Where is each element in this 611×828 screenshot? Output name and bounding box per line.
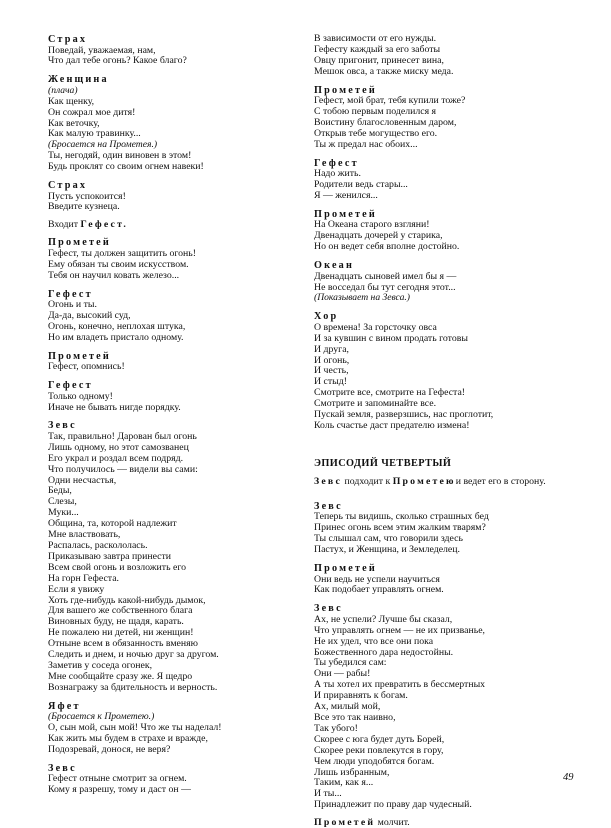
- verse-line: Таким, как я...: [314, 777, 374, 789]
- speaker-hephaestus: Гефест: [48, 288, 93, 300]
- verse-line: Лишь избранным,: [314, 766, 390, 778]
- speaker-chorus: Хор: [314, 311, 339, 323]
- zeus-speech: [314, 615, 584, 811]
- verse-line: Ты, негодяй, один виновен в этом!: [48, 150, 192, 162]
- character-name: Гефест.: [80, 219, 128, 231]
- verse-line: И друга,: [314, 343, 349, 355]
- verse-line: Они ведь не успели научиться: [314, 573, 440, 585]
- verse-line: Скорее с юга будет дуть Борей,: [314, 733, 445, 745]
- verse-line: Что управлять огнем — не их призванье,: [314, 624, 485, 636]
- verse-line: Распалась, раскололась.: [48, 540, 148, 551]
- stage-direction-text: Входит: [48, 219, 79, 231]
- page-number: 49: [563, 772, 574, 783]
- verse-line: Открыв тебе могущество его.: [314, 127, 438, 139]
- verse-line: Но им владеть пристало одному.: [48, 331, 184, 343]
- verse-line: Не восседал бы тут сегодня этот...: [314, 281, 456, 293]
- verse-line: Двенадцать дочерей у старика,: [314, 230, 443, 242]
- verse-line: Ему обязан ты своим искусством.: [48, 258, 189, 270]
- verse-line: О времена! За горсточку овса: [314, 321, 437, 333]
- verse-line: Одни несчастья,: [48, 474, 117, 486]
- verse-line: И стыд!: [314, 376, 347, 388]
- speaker-zeus: Зевс: [314, 500, 343, 512]
- stage-direction: [314, 817, 584, 828]
- verse-line: Надо жить.: [314, 168, 361, 180]
- verse-line: Воистину благословенным даром,: [314, 116, 457, 128]
- left-column: [48, 34, 306, 796]
- verse-line: Двенадцать сыновей имел бы я —: [314, 270, 457, 282]
- speaker-prometheus: Прометей: [48, 350, 111, 362]
- verse-line: Он сожрал мое дитя!: [48, 106, 136, 118]
- verse-line: Принадлежит по праву дар чудесный.: [314, 799, 472, 811]
- stage-direction: (плача): [48, 84, 78, 96]
- verse-line: Отныне всем в обязанность вменяю: [48, 638, 198, 650]
- verse-line: Ты ж предал нас обоих...: [314, 138, 418, 150]
- verse-line: Кому я разрешу, тому и даст он —: [48, 784, 191, 796]
- verse-line: Так, правильно! Дарован был огонь: [48, 430, 197, 442]
- verse-line: Теперь ты видишь, сколько страшных бед: [314, 511, 489, 523]
- verse-line: Ах, не успели? Лучше бы сказал,: [314, 613, 453, 625]
- verse-line: Мне сообщайте сразу же. Я щедро: [48, 670, 193, 682]
- verse-line: Что дал тебе огонь? Какое благо?: [48, 55, 187, 67]
- verse-line: Пусть успокоится!: [48, 190, 126, 202]
- episode-heading: ЭПИСОДИЙ ЧЕТВЕРТЫЙ: [314, 457, 452, 469]
- verse-line: Смотрите все, смотрите на Гефеста!: [314, 387, 466, 399]
- verse-line: Ты слышал сам, что говорили здесь: [314, 533, 463, 545]
- verse-line: Введите кузнеца.: [48, 201, 120, 213]
- verse-line: Хоть где-нибудь какой-нибудь дымок,: [48, 594, 206, 606]
- verse-line: Мешок овса, а также миску меда.: [314, 65, 454, 77]
- verse-line: Лишь одному, но этот самозванец: [48, 441, 189, 453]
- speaker-hephaestus: Гефест: [314, 157, 359, 169]
- speaker-hephaestus: Гефест: [48, 380, 93, 392]
- verse-line: Приказываю завтра принести: [48, 550, 172, 562]
- verse-line: Гефест, опомнись!: [48, 361, 125, 373]
- stage-direction: [48, 219, 306, 230]
- speaker-fear: Страх: [48, 34, 88, 45]
- verse-line: Да-да, высокий суд,: [48, 310, 131, 321]
- stage-direction: [314, 476, 584, 487]
- verse-line: Родители ведь стары...: [314, 179, 408, 191]
- speaker-zeus: Зевс: [314, 603, 343, 615]
- verse-line: Виновных буду, не щадя, карать.: [48, 616, 184, 628]
- verse-line: На горн Гефеста.: [48, 572, 120, 584]
- verse-line: Поведай, уважаемая, нам,: [48, 44, 156, 56]
- speaker-japheth: Яфет: [48, 700, 81, 712]
- verse-line: Всем свой огонь и возложить его: [48, 561, 187, 573]
- verse-line: Следить и днем, и ночью друг за другом.: [48, 649, 219, 661]
- chorus-speech: [314, 323, 584, 432]
- speaker-prometheus: Прометей: [314, 563, 377, 574]
- verse-line: Огонь, конечно, неплохая штука,: [48, 320, 186, 332]
- verse-line: И огонь,: [314, 354, 350, 366]
- verse-line: Беды,: [48, 485, 72, 497]
- verse-line: Если я увижу: [48, 583, 105, 595]
- verse-line: Ах, милый мой,: [314, 701, 381, 713]
- zeus-speech: [48, 432, 306, 694]
- verse-line: Как малую травинку...: [48, 128, 141, 140]
- speaker-fear: Страх: [48, 180, 88, 192]
- verse-line: И честь,: [314, 365, 349, 377]
- verse-line: Его украл и роздал всем подряд.: [48, 452, 184, 464]
- verse-line: Скорее реки повлекутся в гору,: [314, 744, 444, 756]
- verse-line: Мне властвовать,: [48, 529, 121, 541]
- stage-direction: (Бросается к Прометею.): [48, 711, 155, 723]
- verse-line: И приравнять к богам.: [314, 690, 408, 702]
- verse-line: Слезы,: [48, 496, 77, 508]
- verse-line: Смотрите и запоминайте все.: [314, 398, 437, 410]
- verse-line: Гефест, мой брат, тебя купили тоже?: [314, 95, 466, 107]
- verse-line: Как жить мы будем в страхе и вражде,: [48, 733, 208, 744]
- verse-line: Гефест отныне смотрит за огнем.: [48, 773, 187, 785]
- verse-line: Пастух, и Женщина, и Земледелец.: [314, 544, 460, 556]
- verse-line: Принес огонь всем этим жалким тварям?: [314, 522, 486, 534]
- verse-line: Только одному!: [48, 390, 113, 402]
- verse-line: Тебя он научил ковать железо...: [48, 269, 180, 281]
- character-name: Прометей: [314, 817, 376, 828]
- stage-direction-text: подходит к: [344, 475, 391, 487]
- verse-line: Муки...: [48, 507, 79, 519]
- verse-line: И за кувшин с вином продать готовы: [314, 332, 468, 344]
- speaker-prometheus: Прометей: [314, 208, 377, 220]
- verse-line: Иначе не бывать нигде порядку.: [48, 401, 181, 413]
- verse-line: Пускай земля, разверзшись, нас проглотит,: [314, 409, 494, 421]
- verse-line: Вознагражу за бдительность и верность.: [48, 681, 218, 693]
- verse-line: Гефесту каждый за его заботы: [314, 43, 441, 55]
- verse-line: На Океана старого взгляни!: [314, 219, 430, 231]
- character-name: Прометею: [392, 475, 456, 487]
- verse-line: Для вашего же собственного блага: [48, 605, 193, 617]
- verse-line: Коль счастье даст предателю измена!: [314, 419, 470, 431]
- character-name: Зевс: [314, 475, 343, 487]
- verse-line: В зависимости от его нужды.: [314, 33, 437, 44]
- verse-line: Община, та, которой надлежит: [48, 518, 177, 530]
- verse-line: Гефест, ты должен защитить огонь!: [48, 247, 197, 259]
- verse-line: Ты убедился сам:: [314, 657, 387, 669]
- verse-line: Чем люди уподобятся богам.: [314, 755, 435, 767]
- verse-line: Что получилось — видели вы сами:: [48, 463, 198, 475]
- speaker-zeus: Зевс: [48, 762, 77, 774]
- spacer: [314, 487, 584, 494]
- verse-line: Но он ведет себя вполне достойно.: [314, 241, 460, 253]
- verse-line: И ты...: [314, 788, 342, 800]
- stage-direction-text: молчит.: [377, 817, 410, 828]
- verse-line: Я — женился...: [314, 189, 378, 201]
- verse-line: Подозревай, донося, не веря?: [48, 743, 171, 755]
- verse-line: Будь проклят со своим огнем навеки!: [48, 161, 204, 173]
- stage-direction: (Показывает на Зевса.): [314, 292, 410, 304]
- right-column: [314, 34, 584, 828]
- verse-line: Заметив у соседа огонек,: [48, 659, 153, 671]
- verse-line: С тобою первым поделился я: [314, 106, 437, 118]
- speaker-oceanus: Океан: [314, 260, 355, 272]
- verse-line: Они — рабы!: [314, 668, 371, 680]
- verse-line: Как подобает управлять огнем.: [314, 584, 444, 596]
- stage-direction-text: и ведет его в сторону.: [455, 475, 546, 487]
- speaker-woman: Женщина: [48, 74, 109, 86]
- verse-line: Так убого!: [314, 722, 358, 734]
- speaker-prometheus: Прометей: [314, 84, 377, 96]
- speaker-prometheus: Прометей: [48, 237, 111, 249]
- verse-line: О, сын мой, сын мой! Что же ты наделал!: [48, 722, 222, 734]
- verse-line: Не пожалею ни детей, ни женщин!: [48, 627, 194, 639]
- verse-line: Огонь и ты.: [48, 299, 97, 311]
- verse-line: Все это так наивно,: [314, 711, 396, 723]
- verse-line: Не их удел, что все они пока: [314, 635, 434, 647]
- verse-line: Божественного дара недостойны.: [314, 646, 454, 658]
- verse-line: Как щенку,: [48, 95, 95, 107]
- verse-line: А ты хотел их превратить в бессмертных: [314, 679, 486, 691]
- verse-line: Овцу пригонит, принесет вина,: [314, 54, 444, 66]
- verse-line: Как веточку,: [48, 117, 100, 129]
- speaker-zeus: Зевс: [48, 420, 77, 432]
- stage-direction: (Бросается на Прометея.): [48, 139, 158, 151]
